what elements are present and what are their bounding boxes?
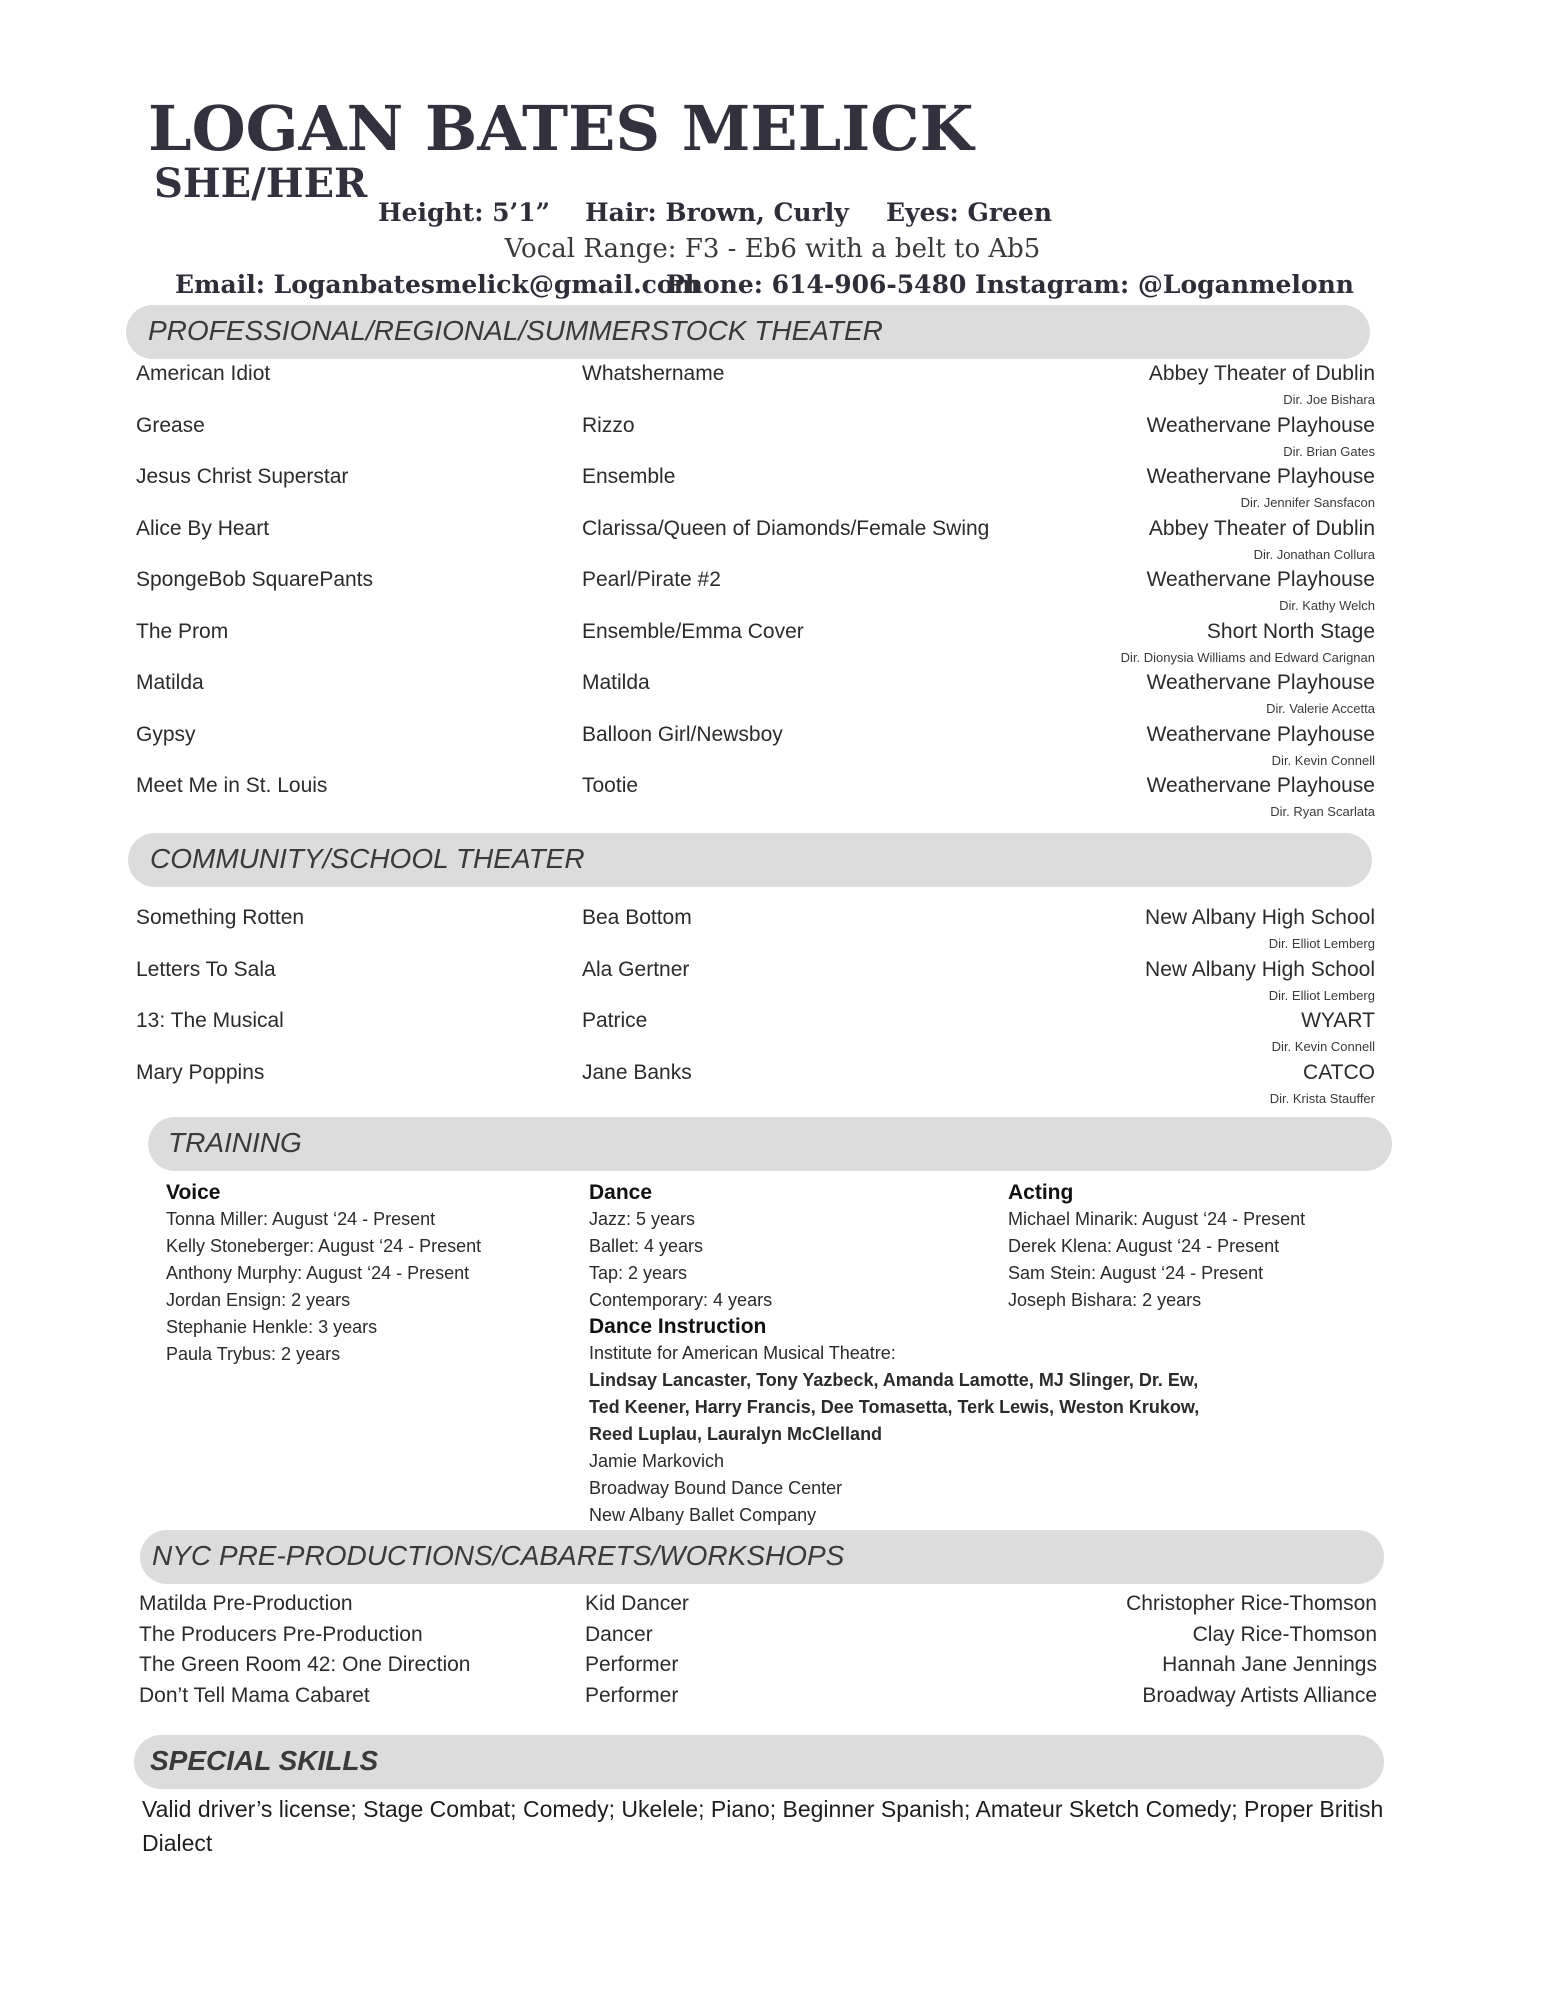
- credit-row: [0, 414, 1545, 466]
- dance-style: Ballet: 4 years: [589, 1236, 704, 1256]
- credit-venue: Abbey Theater of Dublin: [1148, 516, 1375, 540]
- credit-row: [0, 774, 1545, 826]
- credit-venue: Christopher Rice-Thomson: [1126, 1592, 1377, 1615]
- credit-director: Dir. Brian Gates: [1283, 443, 1375, 459]
- credit-venue: Weathervane Playhouse: [1146, 774, 1375, 797]
- credit-role: Ensemble: [582, 465, 676, 488]
- credit-row: [0, 362, 1545, 414]
- credit-director: Dir. Dionysia Williams and Edward Carignan: [1120, 649, 1375, 665]
- credit-role: Kid Dancer: [585, 1592, 689, 1615]
- training-section-title: TRAINING: [168, 1127, 302, 1158]
- credit-venue: Weathervane Playhouse: [1146, 568, 1375, 591]
- credit-role: Ensemble/Emma Cover: [582, 619, 804, 643]
- voice-teacher: Kelly Stoneberger: August ‘24 - Present: [166, 1236, 482, 1256]
- training-section-bar: [148, 1117, 1392, 1171]
- credit-venue: Weathervane Playhouse: [1146, 722, 1375, 746]
- dance-style: Contemporary: 4 years: [589, 1290, 773, 1310]
- credit-venue: CATCO: [1303, 1060, 1375, 1084]
- voice-teacher: Tonna Miller: August ‘24 - Present: [166, 1209, 436, 1229]
- credit-show: Something Rotten: [136, 906, 305, 929]
- pronouns: SHE/HER: [154, 160, 368, 207]
- credit-role: Performer: [585, 1683, 679, 1707]
- credit-show: Don’t Tell Mama Cabaret: [139, 1683, 370, 1707]
- dance-teacher-line: Lindsay Lancaster, Tony Yazbeck, Amanda Lamotte, MJ Slinger, Dr. Ew,: [589, 1370, 1199, 1390]
- voice-teacher: Jordan Ensign: 2 years: [166, 1290, 351, 1310]
- credit-row: [0, 465, 1545, 517]
- eyes: Eyes: Green: [886, 198, 1053, 227]
- credit-row: [0, 517, 1545, 569]
- credit-row: [0, 1653, 1545, 1683]
- credit-show: The Prom: [136, 619, 229, 643]
- credit-venue: Weathervane Playhouse: [1146, 465, 1375, 488]
- acting-teacher: Sam Stein: August ‘24 - Present: [1008, 1263, 1264, 1283]
- credit-venue: Clay Rice-Thomson: [1192, 1622, 1377, 1646]
- hair: Hair: Brown, Curly: [585, 198, 849, 227]
- professional-section-bar: [126, 305, 1370, 359]
- dance-instruction-heading: Dance Instruction: [589, 1315, 767, 1338]
- dance-school: Broadway Bound Dance Center: [589, 1478, 843, 1498]
- training-voice: [166, 1180, 481, 1368]
- acting-teacher: Joseph Bishara: 2 years: [1008, 1290, 1202, 1310]
- voice-teacher: Paula Trybus: 2 years: [166, 1344, 341, 1364]
- credit-show: The Green Room 42: One Direction: [139, 1653, 471, 1676]
- credit-row: [0, 723, 1545, 775]
- credit-row: [0, 906, 1545, 958]
- credit-show: 13: The Musical: [136, 1009, 284, 1032]
- voice-teacher: Anthony Murphy: August ‘24 - Present: [166, 1263, 470, 1283]
- credit-row: [0, 568, 1545, 620]
- dance-heading: Dance: [589, 1181, 653, 1204]
- dance-institute: Institute for American Musical Theatre:: [589, 1343, 896, 1363]
- credit-show: Gypsy: [136, 722, 196, 746]
- community-section-title: COMMUNITY/SCHOOL THEATER: [150, 843, 585, 874]
- dance-teacher-line: Reed Luplau, Lauralyn McClelland: [589, 1424, 883, 1444]
- credit-role: Tootie: [582, 774, 639, 797]
- credit-row: [0, 1684, 1545, 1714]
- credit-venue: Short North Stage: [1206, 619, 1375, 643]
- credit-row: [0, 1592, 1545, 1622]
- dance-school: New Albany Ballet Company: [589, 1505, 817, 1525]
- credit-show: Letters To Sala: [136, 957, 276, 981]
- voice-heading: Voice: [166, 1181, 221, 1204]
- credit-role: Whatshername: [582, 362, 725, 385]
- instagram: Instagram: @Loganmelonn: [975, 270, 1354, 299]
- credit-director: Dir. Kathy Welch: [1279, 598, 1375, 613]
- credit-row: [0, 1623, 1545, 1653]
- professional-section-title: PROFESSIONAL/REGIONAL/SUMMERSTOCK THEATER: [148, 315, 883, 346]
- vocal-range: Vocal Range: F3 - Eb6 with a belt to Ab5: [504, 234, 1041, 264]
- dance-school: Jamie Markovich: [589, 1451, 725, 1471]
- credit-row: [0, 958, 1545, 1010]
- community-section-bar: [128, 833, 1372, 887]
- credit-role: Jane Banks: [582, 1060, 692, 1084]
- credit-role: Dancer: [585, 1622, 653, 1646]
- credit-director: Dir. Elliot Lemberg: [1268, 987, 1375, 1003]
- credit-director: Dir. Jennifer Sansfacon: [1240, 495, 1375, 510]
- credit-director: Dir. Joe Bishara: [1283, 392, 1375, 407]
- credit-director: Dir. Elliot Lemberg: [1268, 936, 1375, 951]
- credit-show: Matilda Pre-Production: [139, 1592, 353, 1615]
- credit-role: Ala Gertner: [582, 957, 690, 981]
- acting-teacher: Derek Klena: August ‘24 - Present: [1008, 1236, 1280, 1256]
- credit-director: Dir. Krista Stauffer: [1269, 1090, 1375, 1106]
- credit-role: Patrice: [582, 1009, 648, 1032]
- dance-style: Jazz: 5 years: [589, 1209, 696, 1229]
- phone: Phone: 614-906-5480: [666, 270, 967, 299]
- credit-role: Bea Bottom: [582, 906, 692, 929]
- credit-row: [0, 620, 1545, 672]
- credit-row: [0, 1009, 1545, 1061]
- credit-venue: Weathervane Playhouse: [1146, 671, 1375, 694]
- credit-role: Matilda: [582, 671, 650, 694]
- credit-venue: Hannah Jane Jennings: [1162, 1653, 1377, 1676]
- resume-name: LOGAN BATES MELICK: [148, 92, 974, 165]
- credit-show: Jesus Christ Superstar: [136, 465, 349, 488]
- special-skills-text: Valid driver’s license; Stage Combat; Comedy; Ukelele; Piano; Beginner Spanish; Amateur Sketch Comedy; Proper British Dialect: [142, 1796, 1384, 1856]
- credit-row: [0, 671, 1545, 723]
- credit-director: Dir. Kevin Connell: [1271, 1039, 1375, 1054]
- acting-teacher: Michael Minarik: August ‘24 - Present: [1008, 1209, 1306, 1229]
- credit-director: Dir. Ryan Scarlata: [1270, 804, 1375, 819]
- credit-venue: Weathervane Playhouse: [1146, 413, 1375, 437]
- nyc-section-bar: [140, 1530, 1384, 1584]
- credit-show: American Idiot: [136, 362, 271, 385]
- email: Email: Loganbatesmelick@gmail.com: [175, 270, 701, 299]
- dance-teacher-line: Ted Keener, Harry Francis, Dee Tomasetta, Terk Lewis, Weston Krukow,: [589, 1397, 1200, 1417]
- nyc-section-title: NYC PRE-PRODUCTIONS/CABARETS/WORKSHOPS: [152, 1540, 845, 1571]
- credit-director: Dir. Jonathan Collura: [1253, 546, 1375, 562]
- credit-role: Balloon Girl/Newsboy: [582, 722, 783, 746]
- credit-role: Pearl/Pirate #2: [582, 568, 721, 591]
- credit-show: SpongeBob SquarePants: [136, 568, 374, 591]
- credit-director: Dir. Valerie Accetta: [1266, 701, 1375, 716]
- credit-role: Clarissa/Queen of Diamonds/Female Swing: [582, 516, 990, 540]
- credit-venue: New Albany High School: [1145, 957, 1375, 981]
- training-acting: [1008, 1180, 1305, 1314]
- credit-show: Matilda: [136, 671, 204, 694]
- credit-role: Rizzo: [582, 413, 635, 437]
- dance-style: Tap: 2 years: [589, 1263, 688, 1283]
- skills-section-title: SPECIAL SKILLS: [150, 1745, 379, 1776]
- credit-show: Meet Me in St. Louis: [136, 774, 328, 797]
- credit-venue: Broadway Artists Alliance: [1142, 1683, 1377, 1707]
- credit-director: Dir. Kevin Connell: [1271, 752, 1375, 768]
- acting-heading: Acting: [1008, 1181, 1074, 1204]
- height: Height: 5’1”: [378, 198, 551, 227]
- credit-show: Alice By Heart: [136, 516, 270, 540]
- credit-show: Mary Poppins: [136, 1060, 265, 1084]
- credit-venue: WYART: [1301, 1009, 1375, 1032]
- credit-row: [0, 1061, 1545, 1113]
- credit-venue: Abbey Theater of Dublin: [1148, 362, 1375, 385]
- credit-show: Grease: [136, 413, 205, 437]
- skills-section-bar: [134, 1735, 1384, 1789]
- credit-show: The Producers Pre-Production: [139, 1622, 423, 1646]
- credit-role: Performer: [585, 1653, 679, 1676]
- credit-venue: New Albany High School: [1145, 906, 1375, 929]
- voice-teacher: Stephanie Henkle: 3 years: [166, 1317, 378, 1337]
